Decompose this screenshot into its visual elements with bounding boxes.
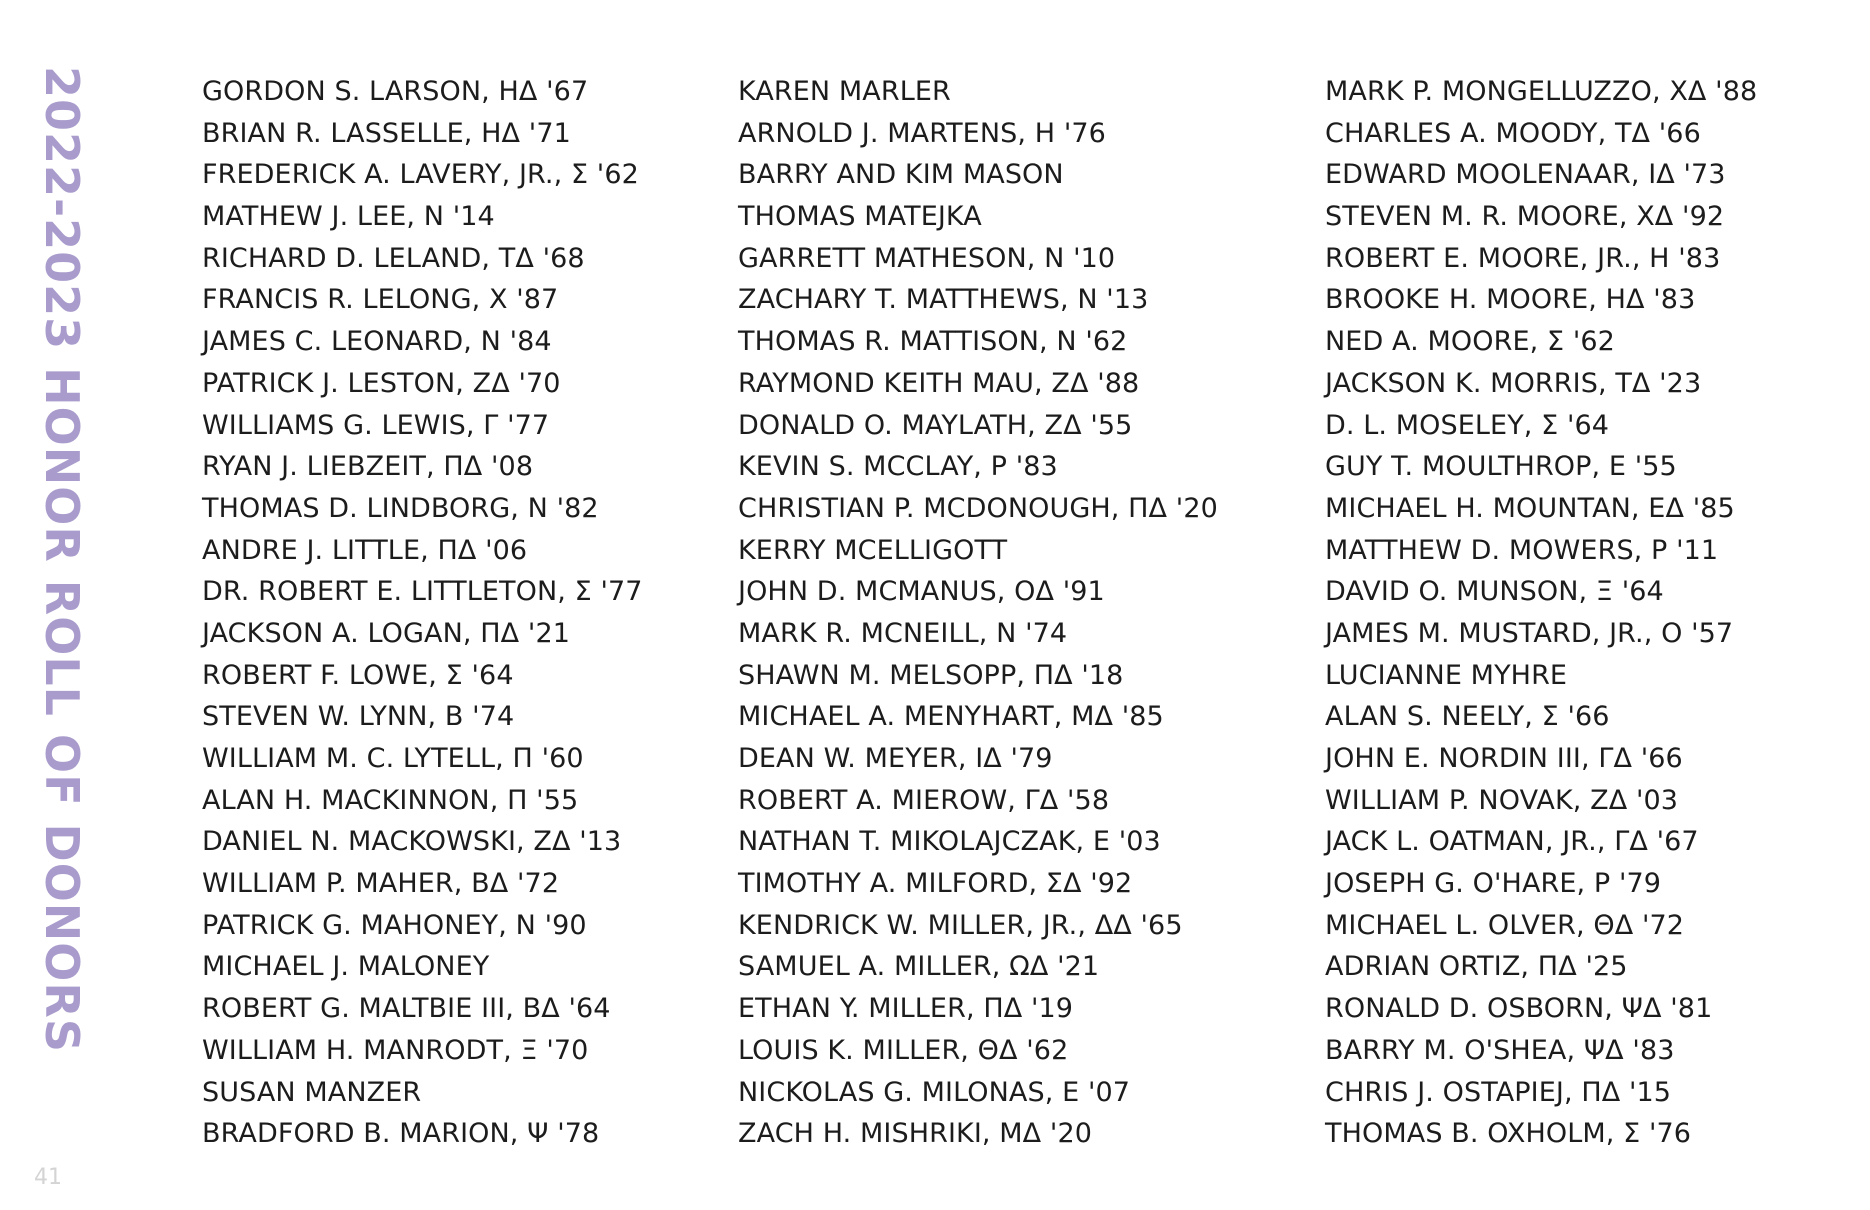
donor-name: JACKSON A. LOGAN, ΠΔ '21 [202,617,570,649]
donor-name: THOMAS R. MATTISON, N '62 [738,326,1128,358]
donor-name: GUY T. MOULTHROP, E '55 [1325,451,1677,483]
donor-name: DANIEL N. MACKOWSKI, ΖΔ '13 [202,826,622,858]
donor-name: THOMAS MATEJKA [738,201,982,233]
donor-name: WILLIAM P. MAHER, ΒΔ '72 [202,868,560,900]
donor-name: MICHAEL J. MALONEY [202,951,490,983]
page-title: 2022-2023 HONOR ROLL OF DONORS [35,66,89,1053]
donor-name: ETHAN Y. MILLER, ΠΔ '19 [738,993,1074,1025]
donor-name: THOMAS D. LINDBORG, N '82 [202,492,599,524]
donor-name: GARRETT MATHESON, N '10 [738,242,1116,274]
donor-name: SAMUEL A. MILLER, ΩΔ '21 [738,951,1100,983]
donor-name: MICHAEL L. OLVER, ΘΔ '72 [1325,909,1685,941]
donor-name: KAREN MARLER [738,76,951,107]
donor-name: WILLIAM P. NOVAK, ΖΔ '03 [1325,784,1679,816]
donor-name: STEVEN M. R. MOORE, ΧΔ '92 [1325,201,1725,233]
donor-name: PATRICK J. LESTON, ΖΔ '70 [202,367,561,399]
donor-name: JAMES C. LEONARD, N '84 [202,326,552,358]
donor-name: STEVEN W. LYNN, B '74 [202,701,515,733]
donor-name: BRIAN R. LASSELLE, ΗΔ '71 [202,117,571,149]
donor-name: ADRIAN ORTIZ, ΠΔ '25 [1325,951,1628,983]
donor-name: JOSEPH G. O'HARE, P '79 [1325,868,1662,900]
donor-name: TIMOTHY A. MILFORD, ΣΔ '92 [738,868,1133,900]
donor-name: BROOKE H. MOORE, ΗΔ '83 [1325,284,1696,316]
donor-name: WILLIAMS G. LEWIS, Γ '77 [202,409,550,441]
donor-name: BRADFORD B. MARION, Ψ '78 [202,1118,600,1150]
donor-name: DR. ROBERT E. LITTLETON, Σ '77 [202,576,643,608]
donor-name: KERRY MCELLIGOTT [738,534,1008,566]
page-number: 41 [34,1165,62,1190]
donor-name: WILLIAM H. MANRODT, Ξ '70 [202,1034,589,1066]
donor-name: PATRICK G. MAHONEY, N '90 [202,909,587,941]
donor-name: MICHAEL A. MENYHART, ΜΔ '85 [738,701,1164,733]
donor-name: LUCIANNE MYHRE [1325,659,1568,691]
donor-name: BARRY AND KIM MASON [738,159,1064,191]
donor-name: ZACH H. MISHRIKI, ΜΔ '20 [738,1118,1093,1150]
donor-name: LOUIS K. MILLER, ΘΔ '62 [738,1034,1069,1066]
donor-name: JAMES M. MUSTARD, JR., O '57 [1325,617,1734,649]
donor-name: MATTHEW D. MOWERS, P '11 [1325,534,1719,566]
donor-name: MICHAEL H. MOUNTAN, ΕΔ '85 [1325,492,1735,524]
donor-name: GORDON S. LARSON, ΗΔ '67 [202,76,589,107]
donor-name: THOMAS B. OXHOLM, Σ '76 [1325,1118,1692,1150]
donor-name: ROBERT E. MOORE, JR., H '83 [1325,242,1721,274]
donor-name: MATHEW J. LEE, N '14 [202,201,495,233]
donor-name: ZACHARY T. MATTHEWS, N '13 [738,284,1149,316]
donor-name: WILLIAM M. C. LYTELL, Π '60 [202,743,584,774]
donor-name: ALAN S. NEELY, Σ '66 [1325,701,1610,733]
donor-name: SHAWN M. MELSOPP, ΠΔ '18 [738,659,1124,691]
donor-name: NATHAN T. MIKOLAJCZAK, E '03 [738,826,1161,858]
donor-name: CHRISTIAN P. MCDONOUGH, ΠΔ '20 [738,492,1218,524]
donor-name: ALAN H. MACKINNON, Π '55 [202,784,579,816]
donor-name: CHRIS J. OSTAPIEJ, ΠΔ '15 [1325,1076,1672,1108]
donor-column-2 [738,71,1218,1155]
donor-name: ROBERT F. LOWE, Σ '64 [202,659,514,691]
donor-name: EDWARD MOOLENAAR, ΙΔ '73 [1325,159,1726,191]
donor-name: FREDERICK A. LAVERY, JR., Σ '62 [202,159,639,191]
donor-name: RICHARD D. LELAND, ΤΔ '68 [202,242,585,274]
donor-name: NICKOLAS G. MILONAS, E '07 [738,1076,1131,1108]
donor-column-3 [1325,71,1757,1155]
donor-name: JOHN E. NORDIN III, ΓΔ '66 [1325,743,1683,774]
donor-name: JOHN D. MCMANUS, ΟΔ '91 [738,576,1105,608]
donor-name: DAVID O. MUNSON, Ξ '64 [1325,576,1664,608]
donor-name: ANDRE J. LITTLE, ΠΔ '06 [202,534,528,566]
donor-name: CHARLES A. MOODY, ΤΔ '66 [1325,117,1701,149]
donor-name: MARK R. MCNEILL, N '74 [738,617,1068,649]
donor-name: SUSAN MANZER [202,1076,422,1108]
donor-name: JACK L. OATMAN, JR., ΓΔ '67 [1325,826,1699,858]
donor-name: RONALD D. OSBORN, ΨΔ '81 [1325,993,1713,1025]
donor-name: BARRY M. O'SHEA, ΨΔ '83 [1325,1034,1675,1066]
donor-name: RAYMOND KEITH MAU, ΖΔ '88 [738,367,1140,399]
donor-name: JACKSON K. MORRIS, ΤΔ '23 [1325,367,1702,399]
donor-name: ARNOLD J. MARTENS, H '76 [738,117,1106,149]
donor-name: KENDRICK W. MILLER, JR., ΔΔ '65 [738,909,1183,941]
donor-name: MARK P. MONGELLUZZO, ΧΔ '88 [1325,76,1758,107]
donor-name: DEAN W. MEYER, ΙΔ '79 [738,743,1053,774]
donor-name: FRANCIS R. LELONG, X '87 [202,284,559,316]
donor-name: ROBERT A. MIEROW, ΓΔ '58 [738,784,1110,816]
donor-name: NED A. MOORE, Σ '62 [1325,326,1615,358]
donor-name: DONALD O. MAYLATH, ΖΔ '55 [738,409,1133,441]
donor-name: RYAN J. LIEBZEIT, ΠΔ '08 [202,451,534,483]
donor-name: ROBERT G. MALTBIE III, ΒΔ '64 [202,993,611,1025]
donor-column-1 [202,71,643,1155]
donor-name: D. L. MOSELEY, Σ '64 [1325,409,1610,441]
donor-name: KEVIN S. MCCLAY, P '83 [738,451,1058,483]
